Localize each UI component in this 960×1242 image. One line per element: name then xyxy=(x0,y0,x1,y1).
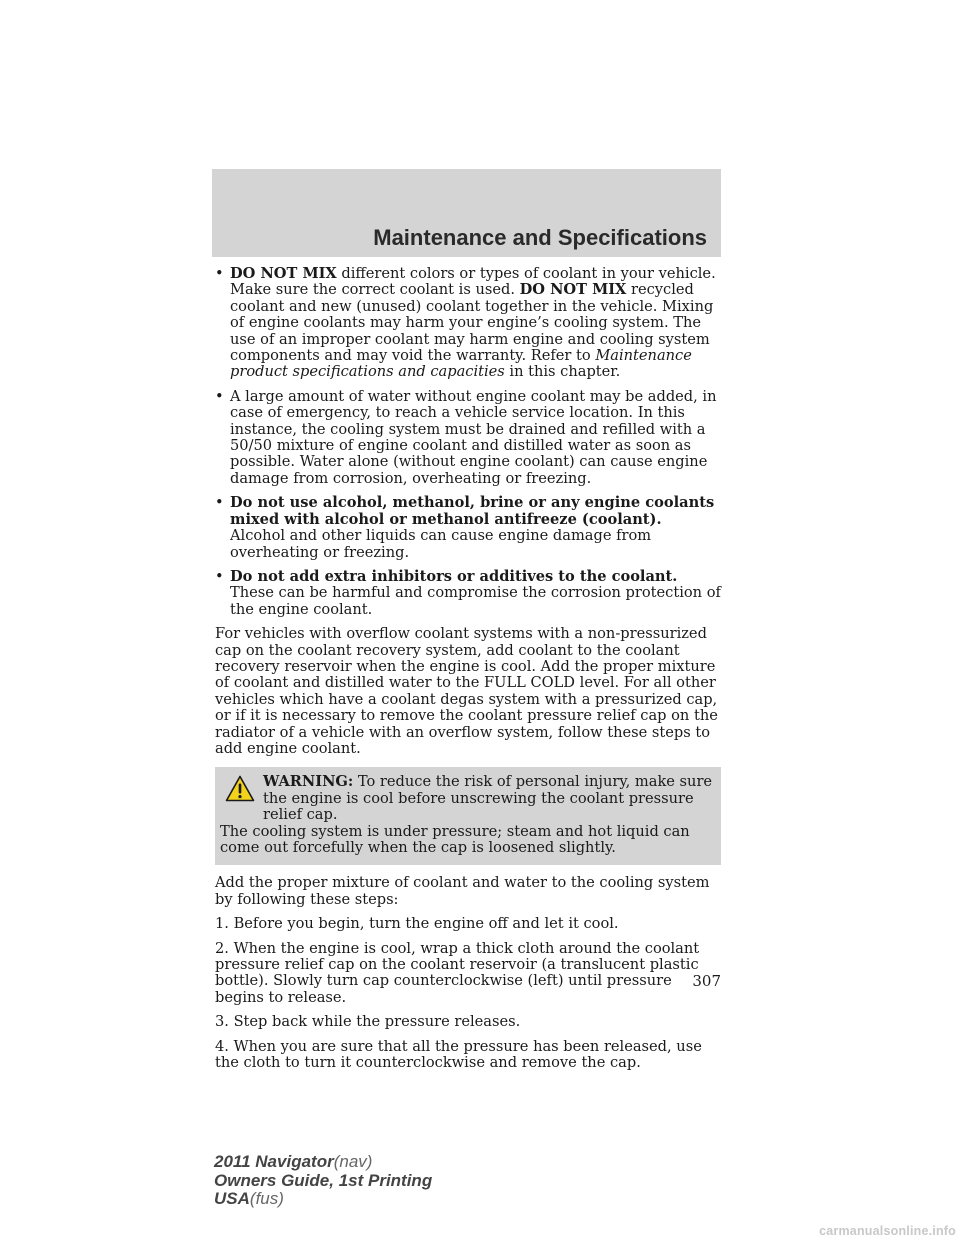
bullet-text: Do not add extra inhibitors or additives to the coolant. xyxy=(230,567,678,585)
steps-intro: Add the proper mixture of coolant and water to the cooling system by following these steps: xyxy=(215,874,710,908)
bullet-marker: • xyxy=(215,265,224,282)
bullet-text: Alcohol and other liquids can cause engine damage from overheating or freezing. xyxy=(230,527,652,561)
step-item: 4. When you are sure that all the pressure has been released, use the cloth to turn it counterclockwise and remove the cap. xyxy=(215,1037,702,1072)
bullet-text: different colors or types of coolant in your vehicle. Make sure the correct coolant is used. xyxy=(230,265,716,299)
step-item: 1. Before you begin, turn the engine off and let it cool. xyxy=(215,915,619,933)
bullet-item xyxy=(215,266,721,381)
bullet-item xyxy=(215,389,721,487)
section-title: Maintenance and Specifications xyxy=(373,225,707,250)
warning-label: WARNING: xyxy=(263,773,354,791)
step-item: 2. When the engine is cool, wrap a thick cloth around the coolant pressure relief cap on the coolant reservoir (a translucent plastic bottle). Slowly turn cap counterclockwise (left) until pressure begins to release. xyxy=(215,939,700,1006)
bullet-marker: • xyxy=(215,567,224,585)
document-footer xyxy=(214,1153,432,1209)
bullet-text: Do not use alcohol, methanol, brine or any engine coolants mixed with alcohol or methanol antifreeze (coolant). xyxy=(230,494,715,528)
footer-model: 2011 Navigator xyxy=(214,1152,334,1171)
bullet-marker: • xyxy=(215,387,224,405)
warning-first-line xyxy=(220,774,715,823)
footer-region-code: (fus) xyxy=(249,1189,284,1208)
footer-edition: Owners Guide, 1st Printing xyxy=(214,1170,433,1190)
warning-text: The cooling system is under pressure; steam and hot liquid can come out forcefully when the cap is loosened slightly. xyxy=(220,822,690,856)
step-item: 3. Step back while the pressure releases. xyxy=(215,1013,521,1031)
chapter-reference: Maintenance product specifications and capacities xyxy=(230,347,692,381)
page-body xyxy=(215,266,721,1079)
footer-model-code: (nav) xyxy=(333,1152,373,1171)
bullet-marker: • xyxy=(215,494,224,512)
bullet-item xyxy=(215,569,721,618)
bullet-text: A large amount of water without engine coolant may be added, in case of emergency, to reach a vehicle service location. In this instance, the cooling system must be drained and refilled with a 50/50 mixture of engine coolant and distilled water as soon as possible. Water alone (without engine coolant) can cause engine damage from corrosion, overheating or freezing. xyxy=(230,387,717,487)
bullet-text: DO NOT MIX xyxy=(519,281,627,299)
warning-box xyxy=(215,767,721,865)
bullet-text: in this chapter. xyxy=(504,363,621,381)
section-header-band xyxy=(212,169,721,257)
bullet-text: DO NOT MIX xyxy=(230,265,337,282)
site-watermark: carmanualsonline.info xyxy=(819,1224,956,1238)
bullet-text: These can be harmful and compromise the corrosion protection of the engine coolant. xyxy=(230,584,721,618)
bullet-text: recycled coolant and new (unused) coolant together in the vehicle. Mixing of engine coolants may harm your engine’s cooling system. The use of an improper coolant may harm engine and cooling system components and may void the warranty. Refer to xyxy=(230,281,714,365)
page-number: 307 xyxy=(692,972,721,990)
warning-triangle-icon xyxy=(225,775,255,802)
footer-region: USA xyxy=(214,1189,250,1208)
bullet-item xyxy=(215,495,721,561)
overflow-system-paragraph: For vehicles with overflow coolant systems with a non-pressurized cap on the coolant recovery system, add coolant to the coolant recovery reservoir when the engine is cool. Add the proper mixture of coolant and distilled water to the FULL COLD level. For all other vehicles which have a coolant degas system with a pressurized cap, or if it is necessary to remove the coolant pressure relief cap on the radiator of a vehicle with an overflow system, follow these steps to add engine coolant. xyxy=(215,625,718,757)
warning-text: To reduce the risk of personal injury, make sure the engine is cool before unscrewing the coolant pressure relief cap. xyxy=(263,773,713,824)
